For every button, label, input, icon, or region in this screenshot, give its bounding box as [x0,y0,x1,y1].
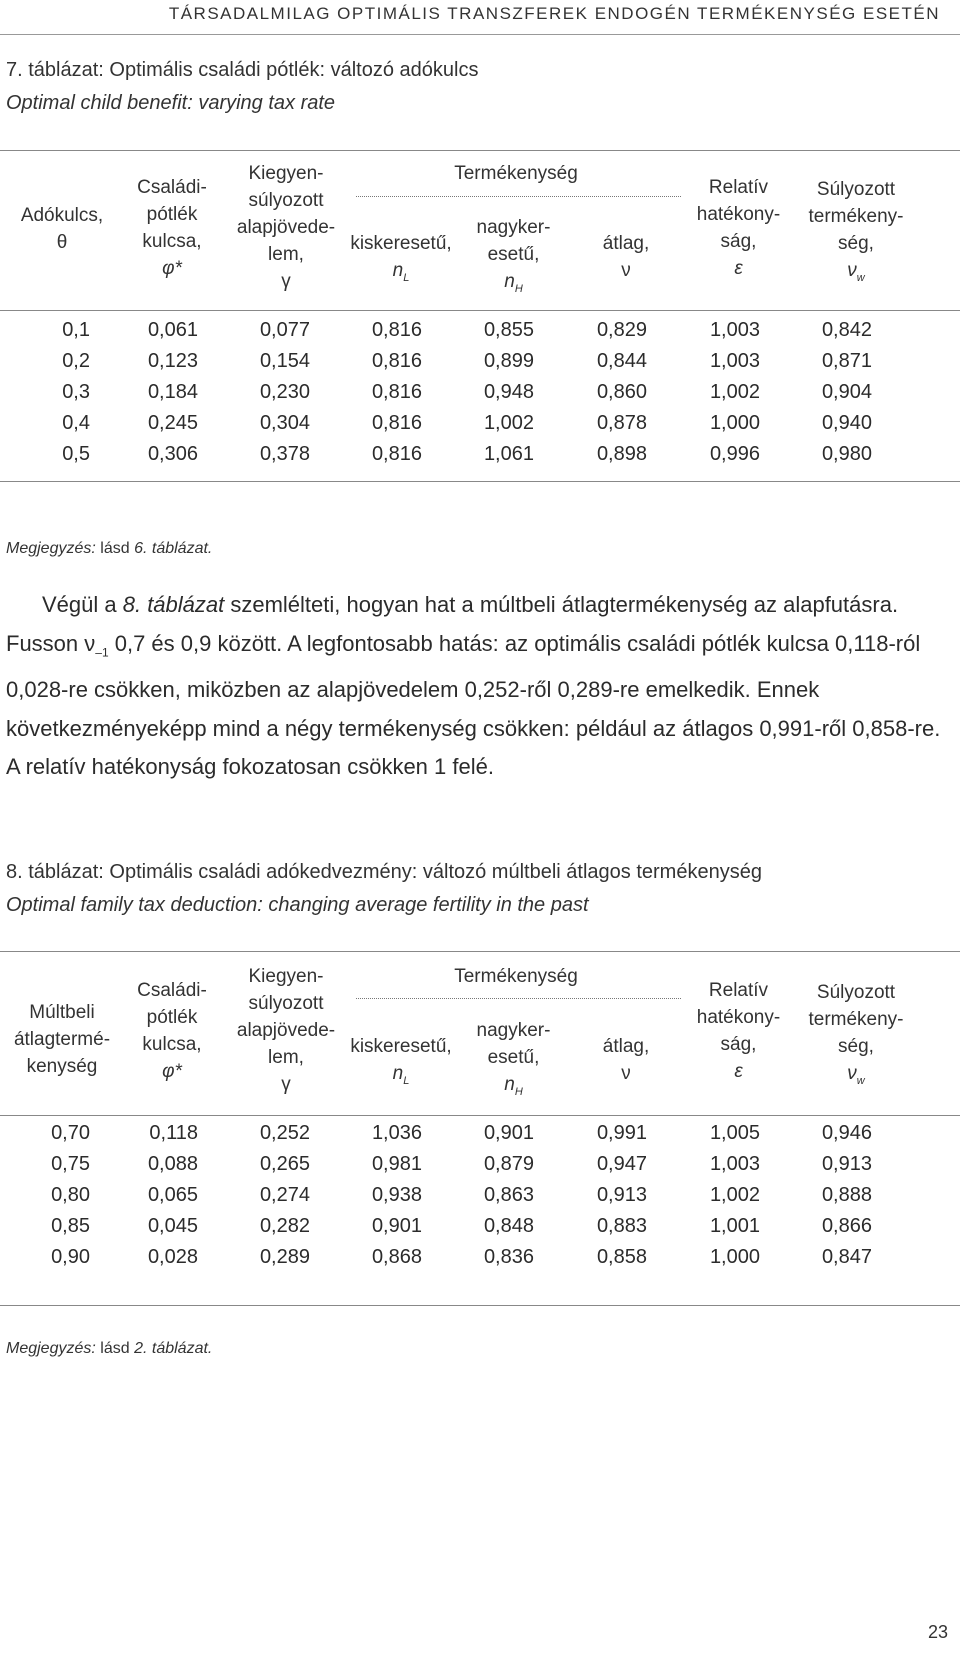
table7-header-high-income: nagyker- esetű, $n_H$ [476,217,551,295]
table8-caption-en: Optimal family tax deduction: changing average fertility in the past [6,894,589,916]
table8-header-low-income: kiskeresetű, $n_L$ [350,1036,452,1087]
table8-header-rule [0,1115,960,1116]
table-row: 0,70 0,118 0,252 1,036 0,901 0,991 1,005 0,946 [51,1122,872,1144]
table8-header-high-income: nagyker- esetű, $n_H$ [476,1020,551,1098]
table8-top-rule [0,951,960,952]
table7-header-fertility-group: Termékenység [454,163,578,184]
table7-header-basic-income: Kiegyen- súlyozott alapjövede- lem, γ [236,163,336,292]
table7-caption-hu: 7. táblázat: Optimális családi pótlék: változó adókulcs [6,59,479,81]
table8-group-rule [356,998,681,999]
table8-header-efficiency: Relatív hatékony- ság, ε [696,980,781,1082]
table7-caption-en: Optimal child benefit: varying tax rate [6,92,336,114]
table8-header-past-fertility: Múltbeli átlagtermé- kenység [13,1002,111,1077]
table-row: 0,2 0,123 0,154 0,816 0,899 0,844 1,003 0,871 [62,350,872,372]
table7-header-efficiency: Relatív hatékony- ság, ε [696,177,781,279]
table-row: 0,5 0,306 0,378 0,816 1,061 0,898 0,996 0,980 [62,443,872,465]
table-row: 0,75 0,088 0,265 0,981 0,879 0,947 1,003 0,913 [51,1153,872,1175]
table7-header-average: átlag, ν [602,233,650,281]
table8-header-benefit-rate: Családi- pótlék kulcsa, φ* [137,980,207,1082]
table-row: 0,1 0,061 0,077 0,816 0,855 0,829 1,003 0,842 [62,319,872,341]
table7-caption [6,54,478,120]
body-paragraph: Végül a 8. táblázat szemlélteti, hogyan hat a múltbeli átlagtermékenység az alapfutásra. Fusson $\nu_{-1}$ 0,7 és 0,9 között. A legfontosabb hatás: az optimális családi pótlék kulcsa 0,118-ról 0,028-re csökken, miközben az alapjövedelem 0,252-ről 0,289-re emelkedik. Ennek következményeképp mind a négy termékenység csökken: például az átlagos 0,991-ről 0,858-re. A relatív hatékonyság fokozatosan csökken 1 felé. [6,592,941,780]
table8-header-basic-income: Kiegyen- súlyozott alapjövede- lem, γ [236,966,336,1095]
running-header: TÁRSADALMILAG OPTIMÁLIS TRANSZFEREK ENDOGÉN TERMÉKENYSÉG ESETÉN [168,4,940,23]
table8-caption-hu: 8. táblázat: Optimális családi adókedvezmény: változó múltbeli átlagos termékenység [6,861,762,883]
table-row: 0,90 0,028 0,289 0,868 0,836 0,858 1,000 0,847 [51,1246,872,1268]
table7-header-low-income: kiskeresetű, $n_L$ [350,233,452,284]
table8-header-average: átlag, ν [602,1036,650,1084]
table7-bottom-rule [0,481,960,482]
table-row: 0,80 0,065 0,274 0,938 0,863 0,913 1,002 0,888 [51,1184,872,1206]
table7-header-rule [0,310,960,311]
header-rule [0,34,960,35]
page-number: 23 [927,1622,948,1642]
table-row: 0,3 0,184 0,230 0,816 0,948 0,860 1,002 0,904 [62,381,872,403]
table8-header-weighted-fertility: Súlyozott termékeny- ség, $\nu_w$ [808,982,904,1087]
table-row: 0,4 0,245 0,304 0,816 1,002 0,878 1,000 0,940 [62,412,872,434]
table7-group-rule [356,196,681,197]
table-row: 0,85 0,045 0,282 0,901 0,848 0,883 1,001 0,866 [51,1215,872,1237]
table7-header-weighted-fertility: Súlyozott termékeny- ség, $\nu_w$ [808,179,904,284]
table8-note: Megjegyzés: lásd 2. táblázat. [6,1340,213,1357]
table7-top-rule [0,150,960,151]
table7-header-benefit-rate: Családi- pótlék kulcsa, φ* [137,177,207,279]
table7-header-tax-rate: Adókulcs, θ [20,205,104,253]
table8-caption [6,856,762,922]
table8-bottom-rule [0,1305,960,1306]
table7-note: Megjegyzés: lásd 6. táblázat. [6,540,213,557]
table8-header-fertility-group: Termékenység [454,966,578,987]
